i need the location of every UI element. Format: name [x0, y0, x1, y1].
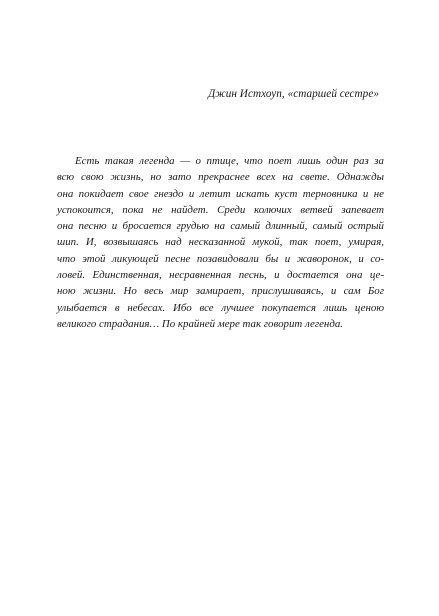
dedication: Джин Истхоуп, «старшей сестре»	[208, 88, 379, 100]
epigraph-line: что этой ликующей песне позавидовали бы и жаворонок, и со-	[57, 252, 384, 265]
epigraph-line: ловей. Единственная, несравненная песнь, и достается она це-	[57, 269, 384, 282]
epigraph-line: она песню и бросается грудью на самый длинный, самый острый	[57, 220, 384, 233]
epigraph-line: шип. И, возвышаясь над несказанной мукой, так поет, умирая,	[57, 236, 384, 249]
epigraph-line: успокоится, пока не найдет. Среди колючих ветвей запевает	[57, 203, 384, 216]
epigraph-paragraph	[57, 153, 384, 332]
epigraph-line: великого страдания… По крайней мере так говорит легенда.	[57, 317, 344, 330]
epigraph-line: улыбается в небесах. Ибо все лучшее покупается лишь ценою	[57, 301, 384, 314]
epigraph-line: Есть такая легенда — о птице, что поет лишь один раз за	[75, 155, 384, 167]
epigraph-line: ною жизни. Но весь мир замирает, прислушиваясь, и сам Бог	[57, 285, 384, 298]
epigraph-line: она покидает свое гнездо и летит искать куст терновника и не	[57, 187, 384, 200]
epigraph-line: всю свою жизнь, но зато прекраснее всех на свете. Однажды	[57, 171, 384, 184]
